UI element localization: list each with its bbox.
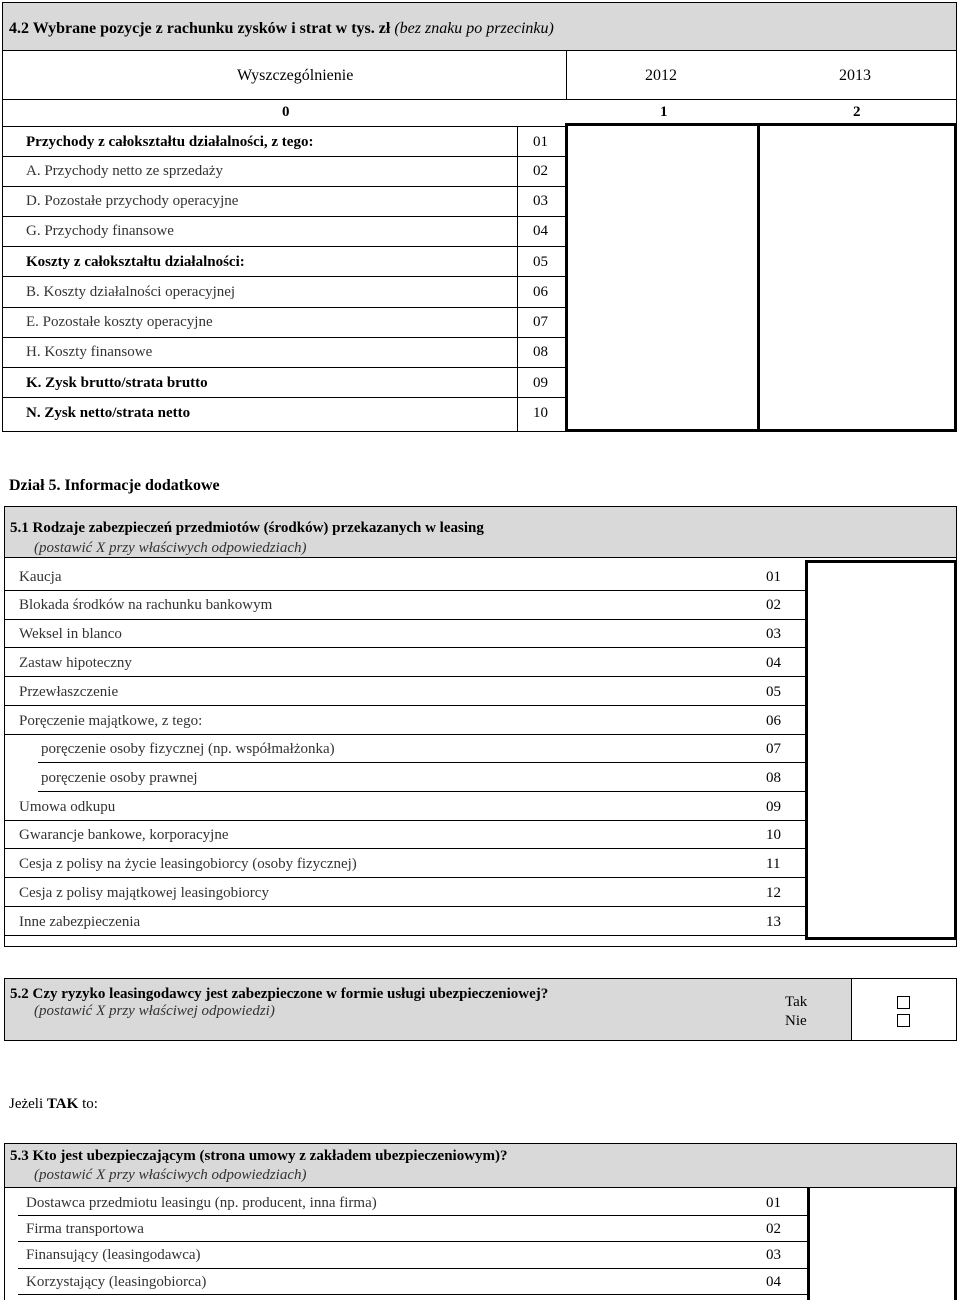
section-4-2-subtitle: (bez znaku po przecinku)	[394, 20, 554, 37]
section-5-1-heading: 5.1 Rodzaje zabezpieczeń przedmiotów (środków) przekazanych w leasing	[10, 520, 484, 536]
pl-row-01-label: Przychody z całokształtu działalności, z tego:	[26, 134, 314, 150]
section-5-2-heading: 5.2 Czy ryzyko leasingodawcy jest zabezpieczone w formie usługi ubezpieczeniowej?	[10, 986, 549, 1002]
dzial-5-title: Dział 5. Informacje dodatkowe	[9, 477, 220, 494]
security-row-04-label: Zastaw hipoteczny	[19, 655, 132, 671]
pl-row-05-code: 05	[533, 254, 548, 270]
security-row-05-label: Przewłaszczenie	[19, 684, 119, 700]
pl-row-04-label: G. Przychody finansowe	[26, 223, 174, 239]
security-row-06-label: Poręczenie majątkowe, z tego:	[19, 713, 203, 729]
security-row-11-code: 11	[766, 856, 781, 872]
section-5-1-note: (postawić X przy właściwych odpowiedziach)	[34, 540, 307, 556]
insurer-row-03-code: 03	[766, 1247, 781, 1263]
col-index-0: 0	[282, 104, 290, 120]
option-no-label: Nie	[785, 1013, 807, 1029]
insurer-row-02-code: 02	[766, 1221, 781, 1237]
pl-row-02-label: A. Przychody netto ze sprzedaży	[26, 163, 224, 179]
security-row-03-label: Weksel in blanco	[19, 626, 122, 642]
col-index-1: 1	[660, 104, 668, 120]
pl-row-02-code: 02	[533, 163, 548, 179]
col-header-2012: 2012	[645, 67, 677, 84]
security-row-12-label: Cesja z polisy majątkowej leasingobiorcy	[19, 885, 269, 901]
security-row-01-code: 01	[766, 569, 781, 585]
security-row-03-code: 03	[766, 626, 781, 642]
security-row-06-code: 06	[766, 713, 781, 729]
security-row-02-label: Blokada środków na rachunku bankowym	[19, 597, 273, 613]
col-index-2: 2	[853, 104, 861, 120]
option-yes-label: Tak	[785, 994, 808, 1010]
if-yes-prefix: Jeżeli	[9, 1096, 44, 1112]
if-yes-suffix: to:	[82, 1096, 98, 1112]
section-4-2-title: 4.2 Wybrane pozycje z rachunku zysków i strat w tys. zł	[9, 20, 391, 37]
pl-row-09-label: K. Zysk brutto/strata brutto	[26, 375, 208, 391]
col-header-spec: Wyszczególnienie	[237, 67, 354, 84]
security-row-08-label: poręczenie osoby prawnej	[41, 770, 198, 786]
pl-row-03-label: D. Pozostałe przychody operacyjne	[26, 193, 239, 209]
security-row-01-label: Kaucja	[19, 569, 62, 585]
pl-row-09-code: 09	[533, 375, 548, 391]
pl-row-06-code: 06	[533, 284, 548, 300]
insurer-row-01-code: 01	[766, 1195, 781, 1211]
insurer-answers-box[interactable]	[807, 1188, 957, 1300]
if-yes-note	[9, 1097, 98, 1112]
security-row-09-code: 09	[766, 799, 781, 815]
section-5-2-note: (postawić X przy właściwej odpowiedzi)	[34, 1003, 275, 1019]
insurer-row-01-label: Dostawca przedmiotu leasingu (np. producent, inna firma)	[26, 1195, 377, 1211]
pl-row-03-code: 03	[533, 193, 548, 209]
insurer-row-04-label: Korzystający (leasingobiorca)	[26, 1274, 207, 1290]
pl-row-05-label: Koszty z całokształtu działalności:	[26, 254, 245, 270]
security-answers-box[interactable]	[805, 560, 957, 940]
security-row-10-code: 10	[766, 827, 781, 843]
pl-row-08-code: 08	[533, 344, 548, 360]
section-5-3-note: (postawić X przy właściwych odpowiedziach)	[34, 1167, 307, 1183]
pl-row-01-code: 01	[533, 134, 548, 150]
security-row-09-label: Umowa odkupu	[19, 799, 116, 815]
pl-row-08-label: H. Koszty finansowe	[26, 344, 153, 360]
insurer-row-03-label: Finansujący (leasingodawca)	[26, 1247, 201, 1263]
pl-row-06-label: B. Koszty działalności operacyjnej	[26, 284, 236, 300]
security-row-11-label: Cesja z polisy na życie leasingobiorcy (osoby fizycznej)	[19, 856, 357, 872]
pl-row-10-label: N. Zysk netto/strata netto	[26, 405, 191, 421]
section-5-3-heading: 5.3 Kto jest ubezpieczającym (strona umowy z zakładem ubezpieczeniowym)?	[10, 1148, 508, 1164]
security-row-07-label: poręczenie osoby fizycznej (np. współmałżonka)	[41, 741, 335, 757]
col-header-2013: 2013	[839, 67, 871, 84]
security-row-10-label: Gwarancje bankowe, korporacyjne	[19, 827, 229, 843]
security-row-04-code: 04	[766, 655, 781, 671]
pl-row-04-code: 04	[533, 223, 548, 239]
section-4-2-heading	[9, 21, 554, 37]
security-row-07-code: 07	[766, 741, 781, 757]
pl-values-box[interactable]	[565, 123, 957, 432]
option-no-checkbox[interactable]	[897, 1014, 910, 1027]
option-yes-checkbox[interactable]	[897, 996, 910, 1009]
pl-row-10-code: 10	[533, 405, 548, 421]
security-row-13-label: Inne zabezpieczenia	[19, 914, 141, 930]
security-row-12-code: 12	[766, 885, 781, 901]
security-row-05-code: 05	[766, 684, 781, 700]
insurer-row-02-label: Firma transportowa	[26, 1221, 144, 1237]
security-row-08-code: 08	[766, 770, 781, 786]
insurer-row-04-code: 04	[766, 1274, 781, 1290]
security-row-13-code: 13	[766, 914, 781, 930]
pl-row-07-code: 07	[533, 314, 548, 330]
pl-row-07-label: E. Pozostałe koszty operacyjne	[26, 314, 213, 330]
if-yes-bold: TAK	[46, 1096, 79, 1112]
security-row-02-code: 02	[766, 597, 781, 613]
